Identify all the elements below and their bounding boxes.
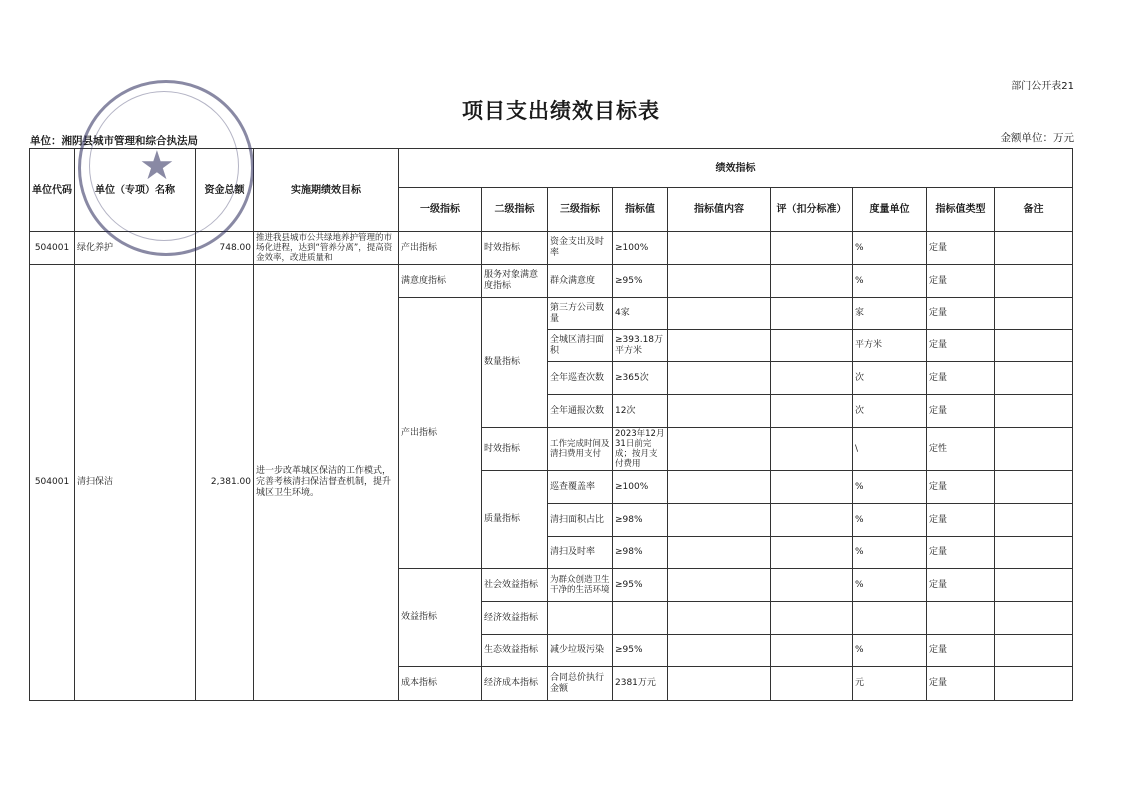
row-unit: \ (853, 428, 927, 471)
row-unit: % (853, 635, 927, 667)
economic-l2: 经济效益指标 (482, 602, 548, 635)
row-l3: 清扫及时率 (548, 537, 613, 569)
satisfaction-value-content (668, 265, 771, 298)
row-l3 (548, 602, 613, 635)
satisfaction-l1: 满意度指标 (399, 265, 482, 298)
row-type: 定量 (927, 635, 995, 667)
row-l3: 全城区清扫面积 (548, 330, 613, 362)
row-value: 4家 (613, 298, 668, 330)
eco-l2: 生态效益指标 (482, 635, 548, 667)
project1-unit: % (853, 232, 927, 265)
project1-l2: 时效指标 (482, 232, 548, 265)
row-type: 定量 (927, 395, 995, 428)
row-value: ≥95% (613, 635, 668, 667)
performance-table (29, 148, 1073, 701)
header-indicators: 绩效指标 (399, 149, 1073, 188)
header-total-funds: 资金总额 (196, 149, 254, 232)
row-value: 2023年12月31日前完成；按月支付费用 (613, 428, 668, 471)
header-value-type: 指标值类型 (927, 188, 995, 232)
output-l1: 产出指标 (399, 298, 482, 569)
row-unit: 元 (853, 667, 927, 701)
project1-value-content (668, 232, 771, 265)
satisfaction-l3: 群众满意度 (548, 265, 613, 298)
row-unit: % (853, 537, 927, 569)
header-note: 备注 (995, 188, 1073, 232)
quality-l2: 质量指标 (482, 471, 548, 569)
satisfaction-type: 定量 (927, 265, 995, 298)
header-measure-unit: 度量单位 (853, 188, 927, 232)
row-unit: % (853, 569, 927, 602)
benefit-l1: 效益指标 (399, 569, 482, 667)
row-type: 定量 (927, 471, 995, 504)
row-l3: 清扫面积占比 (548, 504, 613, 537)
row-value: ≥95% (613, 569, 668, 602)
social-l2: 社会效益指标 (482, 569, 548, 602)
row-value: ≥393.18万平方米 (613, 330, 668, 362)
project1-note (995, 232, 1073, 265)
page-title: 项目支出绩效目标表 (462, 98, 660, 123)
row-unit: % (853, 504, 927, 537)
header-level3: 三级指标 (548, 188, 613, 232)
satisfaction-score (771, 265, 853, 298)
unit-label: 单位：湘阴县城市管理和综合执法局 (30, 135, 198, 147)
header-value-content: 指标值内容 (668, 188, 771, 232)
satisfaction-l2: 服务对象满意度指标 (482, 265, 548, 298)
row-value: 12次 (613, 395, 668, 428)
satisfaction-note (995, 265, 1073, 298)
row-l3: 工作完成时间及清扫费用支付 (548, 428, 613, 471)
row-type: 定量 (927, 298, 995, 330)
timeliness-l2: 时效指标 (482, 428, 548, 471)
row-value: ≥365次 (613, 362, 668, 395)
row-l3: 合同总价执行金额 (548, 667, 613, 701)
cost-l1: 成本指标 (399, 667, 482, 701)
row-value: 2381万元 (613, 667, 668, 701)
row-l3: 为群众创造卫生干净的生活环境 (548, 569, 613, 602)
row-value: ≥98% (613, 504, 668, 537)
project1-goal: 推进我县城市公共绿地养护管理的市场化进程，达到“管养分离”，提高资金效率，改进质量和 (254, 232, 399, 265)
project1-l1: 产出指标 (399, 232, 482, 265)
amount-unit-label: 金额单位：万元 (1000, 132, 1074, 144)
project2-amount: 2,381.00 (196, 265, 254, 701)
satisfaction-value: ≥95% (613, 265, 668, 298)
cost-l2: 经济成本指标 (482, 667, 548, 701)
row-l3: 全年通报次数 (548, 395, 613, 428)
row-l3: 巡查覆盖率 (548, 471, 613, 504)
row-unit (853, 602, 927, 635)
header-goal: 实施期绩效目标 (254, 149, 399, 232)
project2-code: 504001 (30, 265, 75, 701)
project1-l3: 资金支出及时率 (548, 232, 613, 265)
row-unit: 平方米 (853, 330, 927, 362)
project2-name: 清扫保洁 (75, 265, 196, 701)
project2-goal: 进一步改革城区保洁的工作模式，完善考核清扫保洁督查机制，提升城区卫生环境。 (254, 265, 399, 701)
header-value: 指标值 (613, 188, 668, 232)
row-type: 定量 (927, 504, 995, 537)
project1-amount: 748.00 (196, 232, 254, 265)
header-level2: 二级指标 (482, 188, 548, 232)
project1-name: 绿化养护 (75, 232, 196, 265)
row-l3: 全年巡查次数 (548, 362, 613, 395)
row-value: ≥98% (613, 537, 668, 569)
header-project-name: 单位（专项）名称 (75, 149, 196, 232)
form-number: 部门公开表21 (1011, 81, 1074, 92)
row-type: 定性 (927, 428, 995, 471)
project1-code: 504001 (30, 232, 75, 265)
row-l3: 第三方公司数量 (548, 298, 613, 330)
row-unit: 家 (853, 298, 927, 330)
header-score: 评（扣分标准） (771, 188, 853, 232)
project1-type: 定量 (927, 232, 995, 265)
row-type: 定量 (927, 330, 995, 362)
row-type (927, 602, 995, 635)
seal-star-icon: ★ (139, 143, 175, 189)
row-value (613, 602, 668, 635)
header-unit-code: 单位代码 (30, 149, 75, 232)
header-level1: 一级指标 (399, 188, 482, 232)
row-type: 定量 (927, 362, 995, 395)
row-value: ≥100% (613, 471, 668, 504)
row-l3: 减少垃圾污染 (548, 635, 613, 667)
row-type: 定量 (927, 569, 995, 602)
row-type: 定量 (927, 537, 995, 569)
row-unit: 次 (853, 395, 927, 428)
quantity-l2: 数量指标 (482, 298, 548, 428)
row-unit: % (853, 471, 927, 504)
row-type: 定量 (927, 667, 995, 701)
satisfaction-unit: % (853, 265, 927, 298)
row-unit: 次 (853, 362, 927, 395)
project1-score (771, 232, 853, 265)
project1-value: ≥100% (613, 232, 668, 265)
